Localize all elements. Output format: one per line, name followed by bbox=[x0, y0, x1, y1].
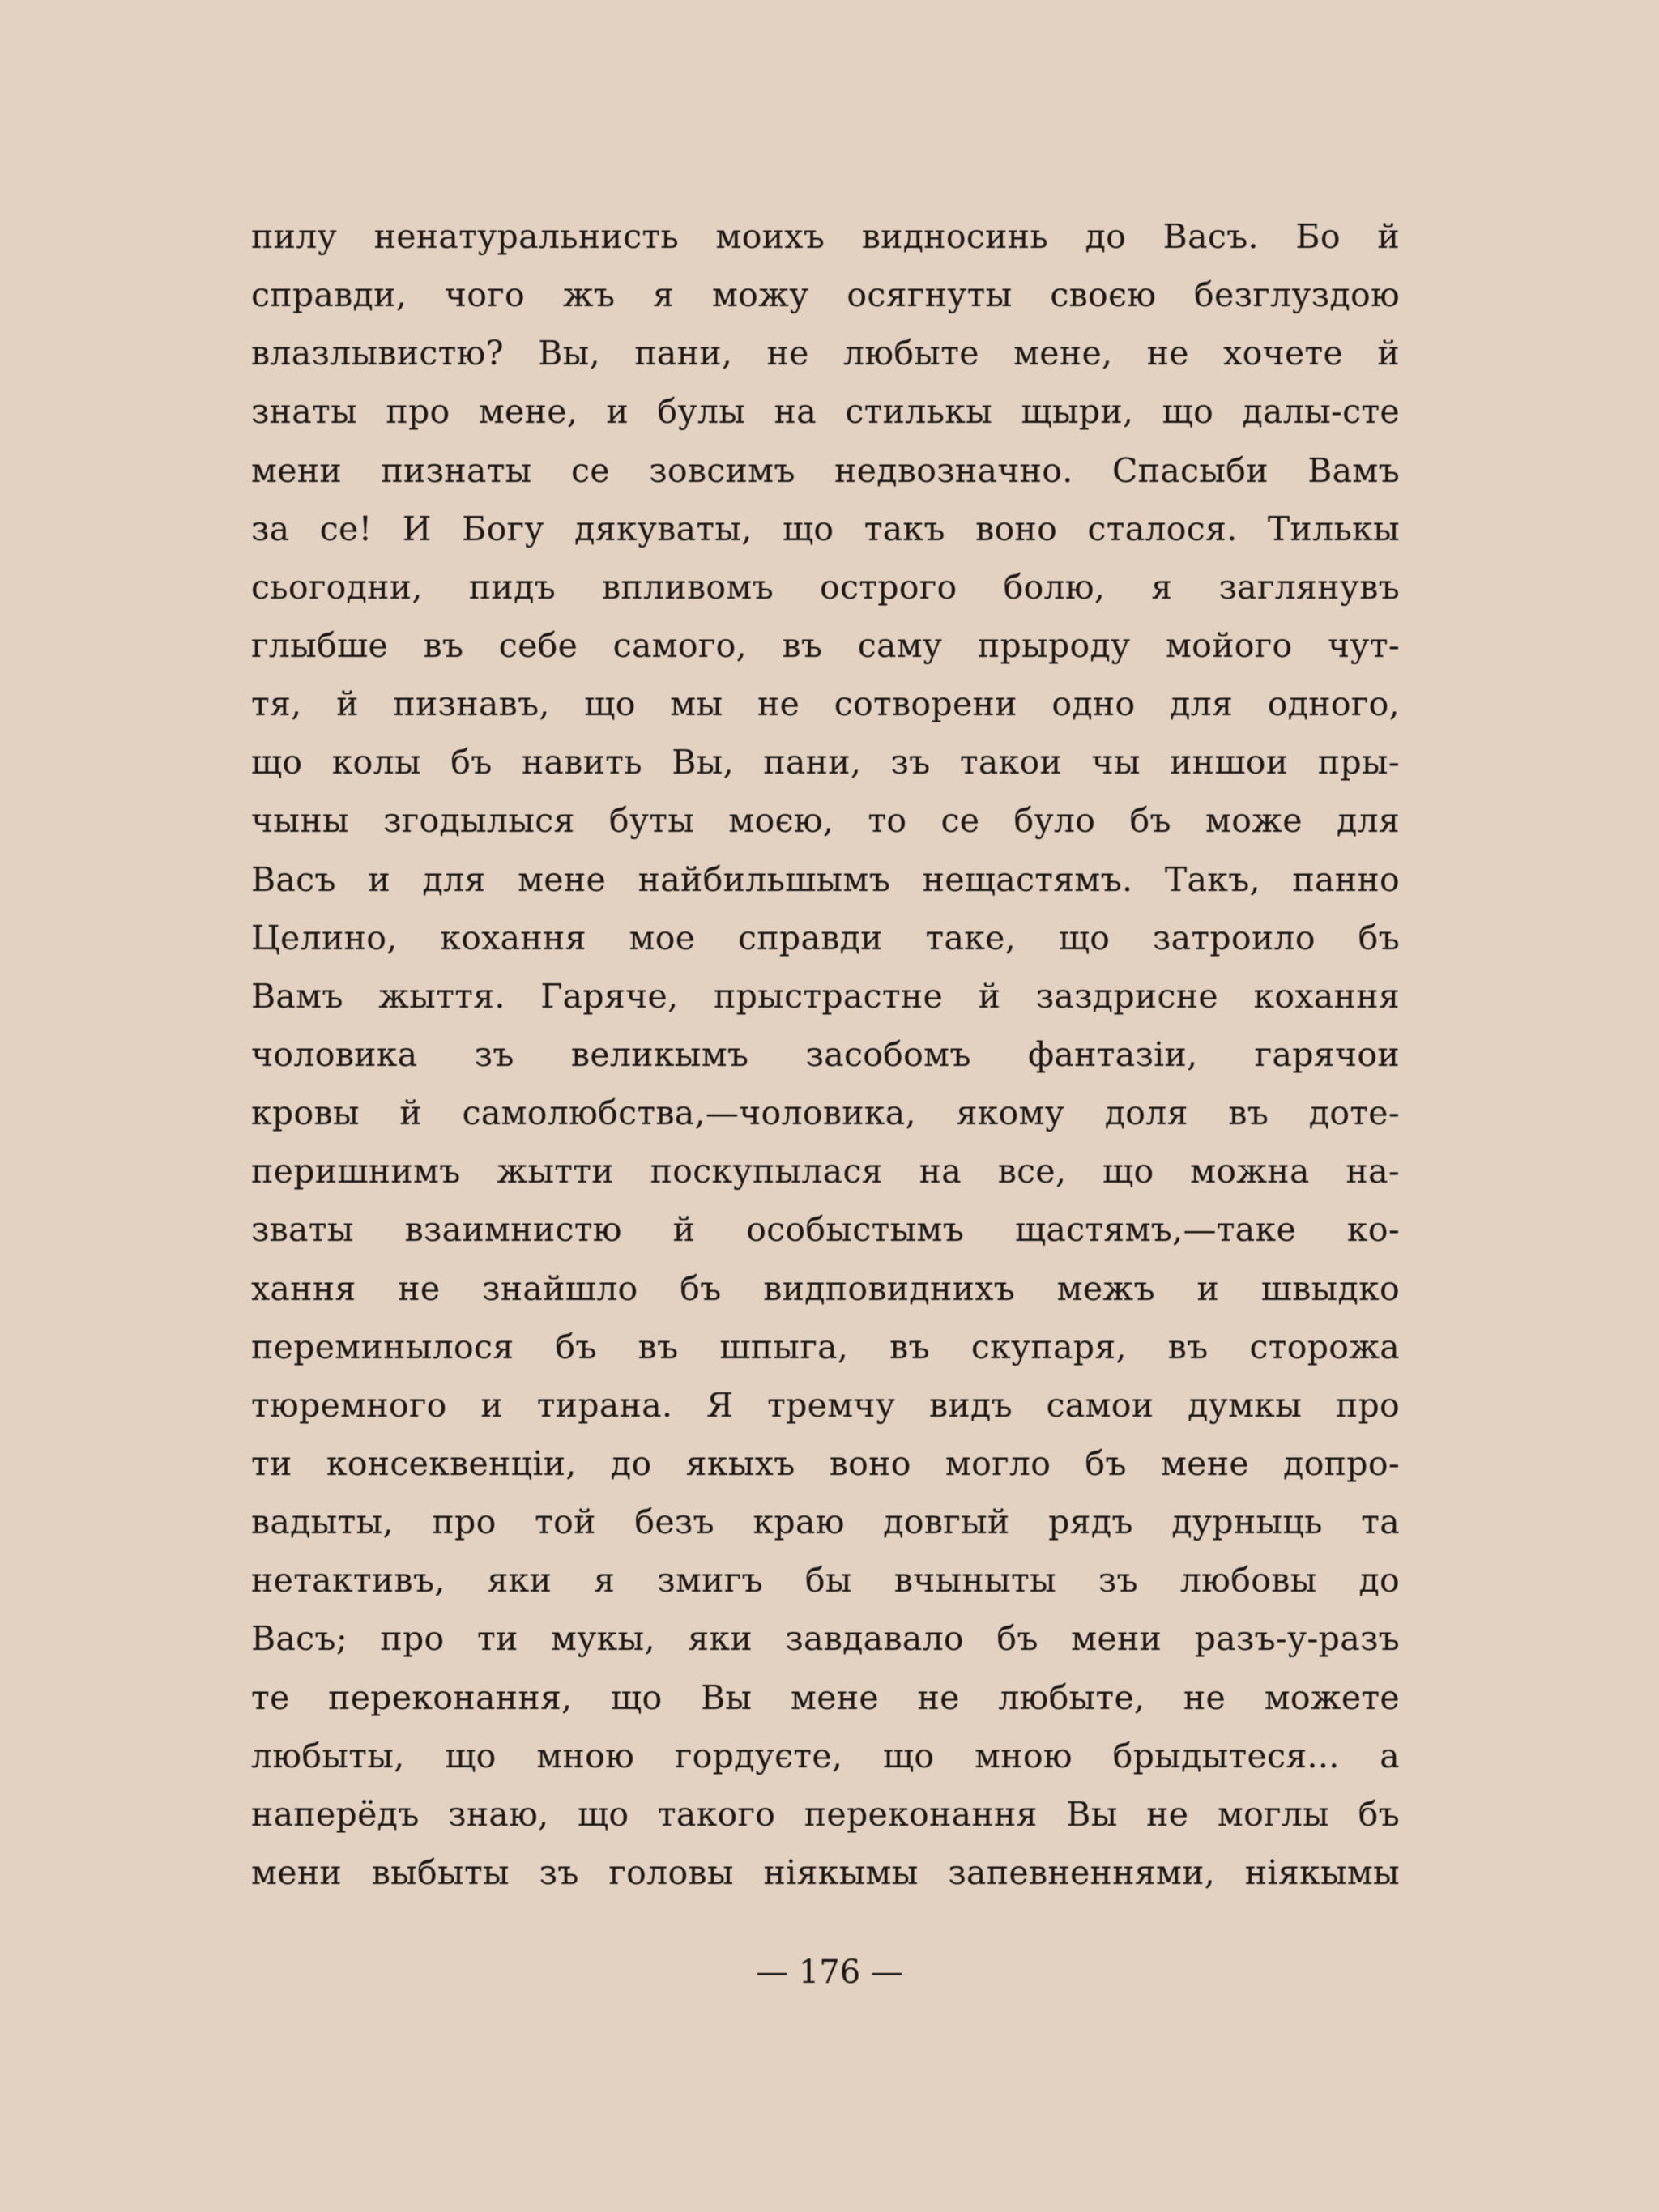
text-line: перишнимъ жытти поскупылася на все, що можна на- bbox=[251, 1152, 1400, 1191]
text-line: Васъ; про ти мукы, яки завдавало бъ мени разъ-у-разъ bbox=[251, 1619, 1400, 1659]
text-line: наперёдъ знаю, що такого переконання Вы не моглы бъ bbox=[251, 1794, 1400, 1834]
text-line: ти консеквенціи, до якыхъ воно могло бъ мене допро- bbox=[251, 1443, 1400, 1483]
text-line: чыны згодылыся буты моєю, то се було бъ може для bbox=[251, 801, 1400, 841]
text-line: кровы й самолюбства,—чоловика, якому доля въ дотe- bbox=[251, 1093, 1400, 1133]
text-line: мени выбыты зъ головы ніякымы запевненнями, ніякымы bbox=[251, 1852, 1400, 1892]
text-line: знаты про мене, и булы на стилькы щыри, що далы-сте bbox=[251, 392, 1400, 432]
text-line: сьогодни, пидъ впливомъ острого болю, я заглянувъ bbox=[251, 567, 1400, 607]
text-line: Васъ и для мене найбильшымъ нещастямъ. Такъ, панно bbox=[251, 859, 1400, 899]
text-line: пилу ненатуральнисть моихъ видносинь до Васъ. Бо й bbox=[251, 217, 1400, 256]
text-line: нетактивъ, яки я змигъ бы вчыныты зъ любовы до bbox=[251, 1561, 1400, 1600]
text-line: тя, й пизнавъ, що мы не сотворени одно для одного, bbox=[251, 684, 1400, 724]
text-line: чоловика зъ великымъ засобомъ фантазіи, гарячои bbox=[251, 1034, 1400, 1074]
text-line: тюремного и тирана. Я тремчу видъ самои думкы про bbox=[251, 1385, 1400, 1425]
text-line: справди, чого жъ я можу осягнуты своєю безглуздою bbox=[251, 275, 1400, 315]
text-line: Вамъ жыття. Гаряче, прыстрастне й заздрисне кохання bbox=[251, 976, 1400, 1016]
text-line: вадыты, про той безъ краю довгый рядъ дурныць та bbox=[251, 1502, 1400, 1542]
text-line: зваты взаимнистю й особыстымъ щастямъ,—таке ко- bbox=[251, 1210, 1400, 1250]
text-line: що колы бъ навить Вы, пани, зъ такои чы иншои пры- bbox=[251, 743, 1400, 782]
body-text bbox=[251, 212, 1400, 1897]
text-line: мени пизнаты се зовсимъ недвозначно. Спасыби Вамъ bbox=[251, 450, 1400, 490]
page-number: — 176 — bbox=[756, 1954, 903, 1991]
text-line: те переконання, що Вы мене не любыте, не можете bbox=[251, 1677, 1400, 1717]
text-line: глыбше въ себе самого, въ саму прыроду мойого чут- bbox=[251, 625, 1400, 665]
text-line: за се! И Богу дякуваты, що такъ воно сталося. Тилькы bbox=[251, 509, 1400, 548]
text-line: хання не знайшло бъ видповиднихъ межъ и швыдко bbox=[251, 1268, 1400, 1308]
text-line: любыты, що мною гордуєте, що мною брыдытеся... а bbox=[251, 1736, 1400, 1775]
text-line: влазлывистю? Вы, пани, не любыте мене, не хочете й bbox=[251, 334, 1400, 373]
text-line: переминылося бъ въ шпыга, въ скупаря, въ сторожа bbox=[251, 1327, 1400, 1366]
text-line: Целино, кохання мое справди таке, що затроило бъ bbox=[251, 918, 1400, 957]
